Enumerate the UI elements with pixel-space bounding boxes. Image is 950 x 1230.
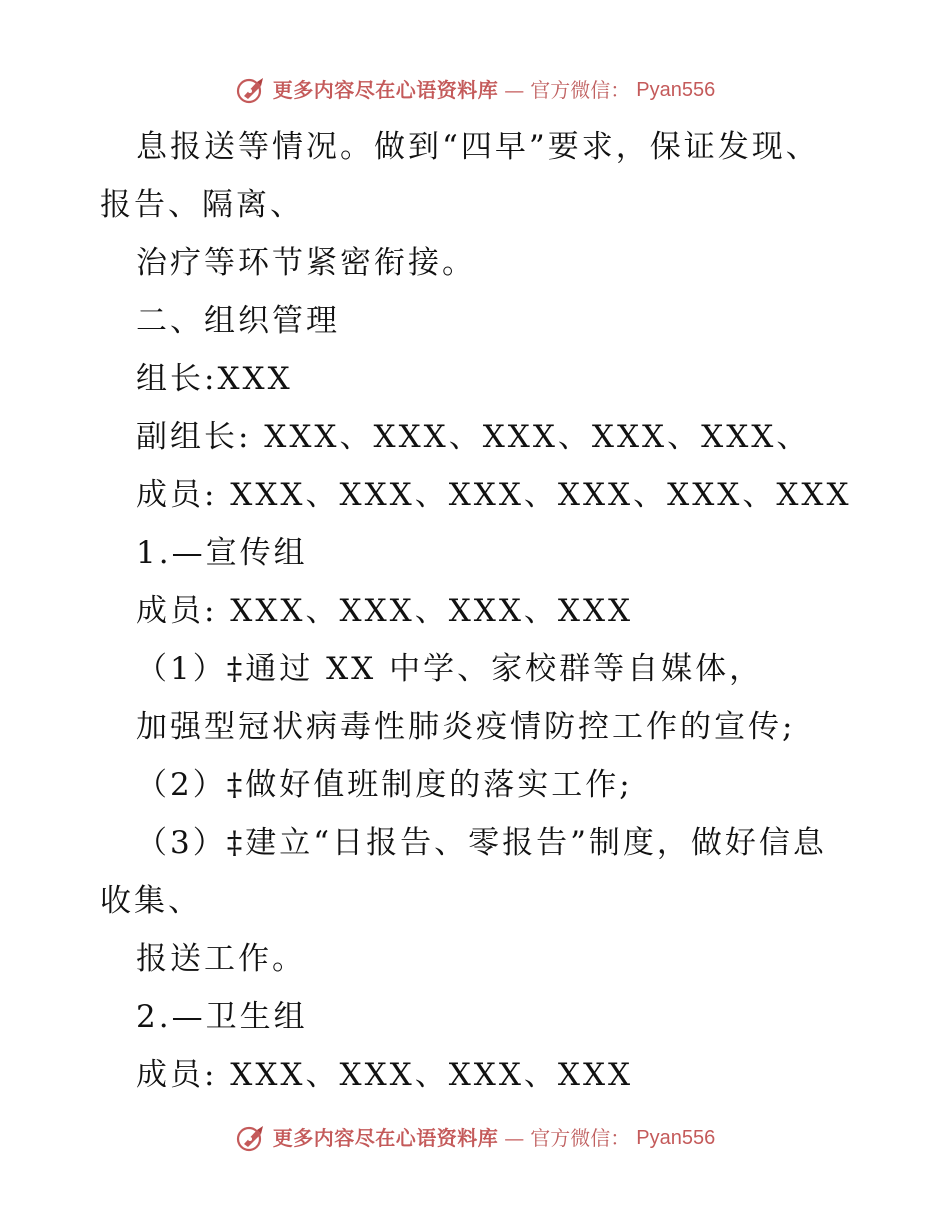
paragraph-line: 收集、: [100, 883, 202, 919]
list-item: （1）‡通过 XX 中学、家校群等自媒体，: [136, 651, 764, 687]
paragraph-line: 成员: XXX、XXX、XXX、XXX、XXX、XXX: [136, 477, 852, 513]
watermark-main-text: 更多内容尽在心语资料库: [272, 78, 499, 102]
paragraph-line: 加强型冠状病毒性肺炎疫情防控工作的宣传;: [136, 709, 796, 745]
paragraph-line: 成员: XXX、XXX、XXX、XXX: [136, 1057, 634, 1093]
list-item: （3）‡建立“日报告、零报告”制度，做好信息: [136, 825, 827, 861]
list-item: （2）‡做好值班制度的落实工作;: [136, 767, 633, 803]
paragraph-line: 成员: XXX、XXX、XXX、XXX: [136, 593, 634, 629]
document-body: [0, 118, 950, 1104]
watermark-main-text: 更多内容尽在心语资料库: [272, 1126, 499, 1150]
paragraph-line: 息报送等情况。做到“四早”要求，保证发现、: [136, 129, 820, 165]
pen-nib-logo-icon: [235, 74, 267, 106]
header-watermark: [0, 70, 950, 110]
watermark-separator: —: [504, 1126, 525, 1150]
footer-watermark: [0, 1118, 950, 1158]
paragraph-line: 治疗等环节紧密衔接。: [136, 245, 476, 281]
paragraph-line: 报告、隔离、: [100, 187, 304, 223]
watermark-label: 官方微信：: [530, 1126, 631, 1150]
paragraph-line: 副组长: XXX、XXX、XXX、XXX、XXX、: [136, 419, 811, 455]
subsection-heading: 2.—卫生组: [136, 999, 308, 1035]
paragraph-line: 报送工作。: [136, 941, 306, 977]
subsection-heading: 1.—宣传组: [136, 535, 308, 571]
paragraph-line: 组长:XXX: [136, 361, 293, 397]
pen-nib-logo-icon: [235, 1122, 267, 1154]
watermark-wechat-id: Pyan556: [636, 79, 716, 101]
watermark-wechat-id: Pyan556: [636, 1127, 716, 1149]
watermark-label: 官方微信：: [530, 78, 631, 102]
section-heading: 二、组织管理: [136, 303, 340, 339]
watermark-separator: —: [504, 78, 525, 102]
